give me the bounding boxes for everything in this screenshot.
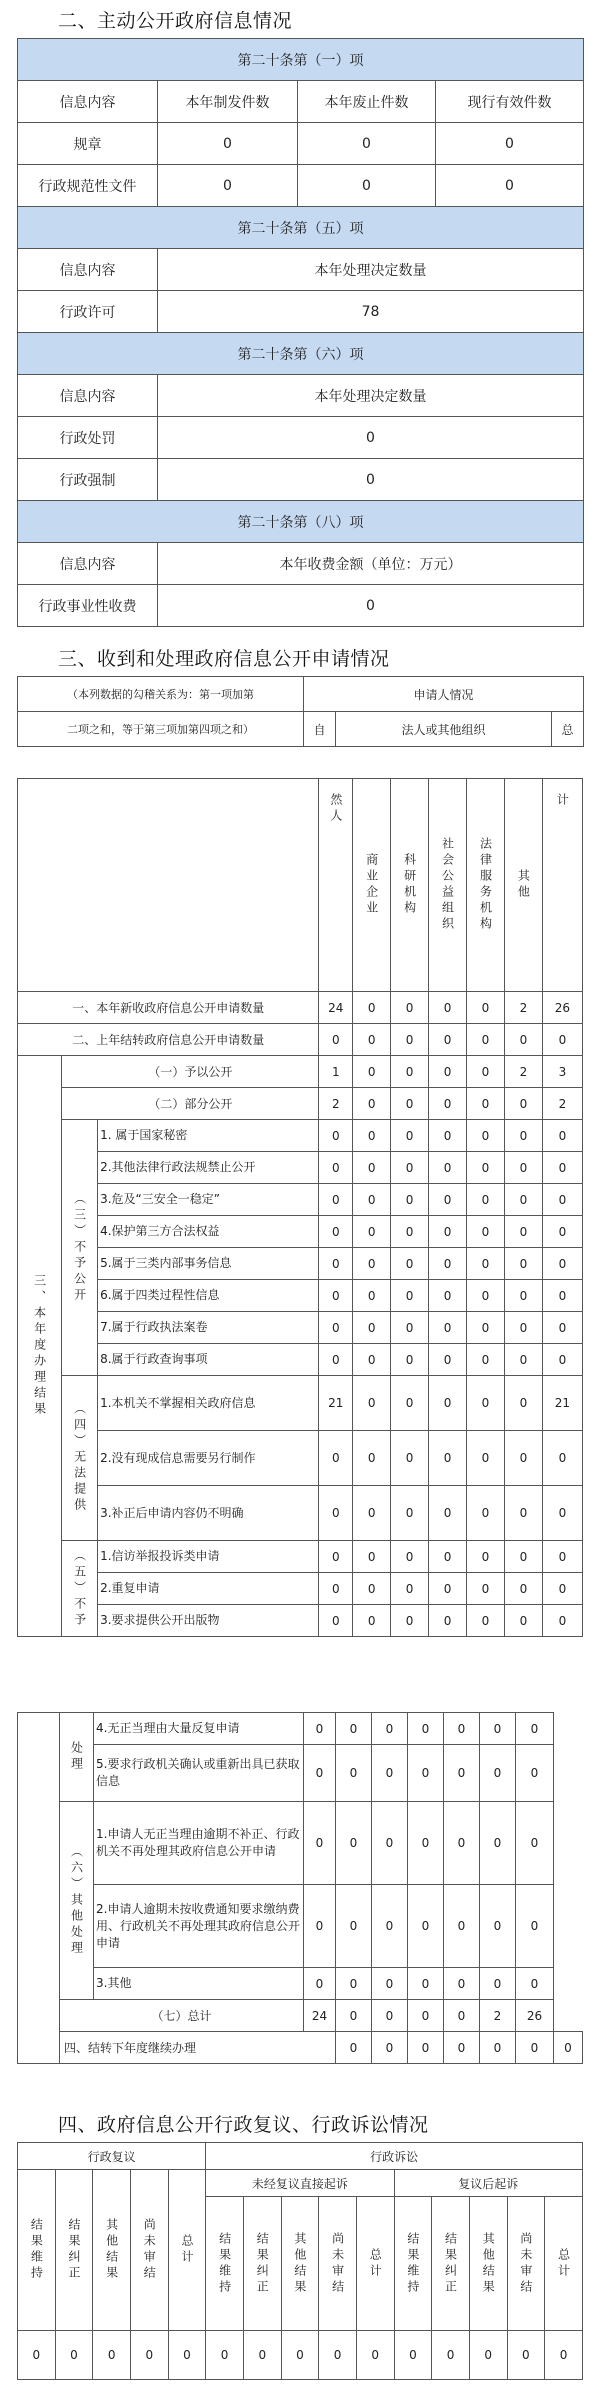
- cell-value: 0: [466, 1376, 504, 1431]
- review-litigation-table: [17, 2142, 583, 2380]
- cell-value: 0: [542, 1280, 582, 1312]
- cell-value: 0: [436, 123, 584, 165]
- cell-value: 0: [391, 1573, 429, 1605]
- col-header: 其他结果: [292, 2231, 307, 2296]
- cell-value: 0: [158, 165, 298, 207]
- cell-value: 0: [542, 1486, 582, 1541]
- row-label: 行政许可: [18, 291, 158, 333]
- cell-value: 0: [429, 1541, 467, 1573]
- cell-value: 0: [353, 1573, 391, 1605]
- cell-value: 0: [504, 1248, 542, 1280]
- cell-value: 0: [429, 1312, 467, 1344]
- cell-value: 0: [319, 1431, 353, 1486]
- cell-value: 0: [432, 2331, 470, 2380]
- cell-value: 0: [542, 1431, 582, 1486]
- cell-value: 0: [353, 1248, 391, 1280]
- row-label: 7.属于行政执法案卷: [98, 1312, 319, 1344]
- group5-label: （五）不予: [72, 1548, 87, 1629]
- cell-value: 0: [466, 1312, 504, 1344]
- cell-value: 0: [319, 1120, 353, 1152]
- col-header: 总计: [368, 2247, 383, 2280]
- cell-value: 2: [319, 1088, 353, 1120]
- cell-value: 0: [353, 1120, 391, 1152]
- cell-value: 0: [408, 1745, 444, 1802]
- row-label: 5.要求行政机关确认或重新出具已获取信息: [94, 1745, 304, 1802]
- cell-value: 0: [391, 1312, 429, 1344]
- col-header: 结果纠正: [66, 2218, 81, 2282]
- cell-value: 0: [319, 1024, 353, 1056]
- row-label: 1.申请人无正当理由逾期不补正、行政机关不再处理其政府信息公开申请: [94, 1802, 304, 1885]
- cell-value: 0: [336, 1713, 372, 1745]
- col-header: 本年制发件数: [158, 81, 298, 123]
- cell-value: 0: [93, 2331, 131, 2380]
- row-label: （二）部分公开: [62, 1088, 319, 1120]
- cell-value: 78: [158, 291, 584, 333]
- cell-value: 0: [353, 1376, 391, 1431]
- cell-value: 0: [304, 1968, 336, 2000]
- cell-value: 0: [372, 1745, 408, 1802]
- cell-value: 0: [504, 1216, 542, 1248]
- cell-value: 0: [319, 1152, 353, 1184]
- cell-value: 0: [480, 1802, 516, 1885]
- article-5-header: 第二十条第（五）项: [18, 207, 584, 249]
- row-label: 1.信访举报投诉类申请: [98, 1541, 319, 1573]
- group5-label-continued: 处理: [69, 1741, 84, 1773]
- col-header: 总计: [179, 2234, 194, 2266]
- cell-value: 0: [444, 1968, 480, 2000]
- cell-value: 0: [429, 1024, 467, 1056]
- reconsideration-header: 行政复议: [18, 2143, 206, 2170]
- cell-value: 0: [372, 1802, 408, 1885]
- cell-value: 0: [429, 1120, 467, 1152]
- cell-value: 0: [429, 1248, 467, 1280]
- cell-value: 0: [353, 1312, 391, 1344]
- cell-value: 0: [391, 1248, 429, 1280]
- cell-value: 0: [504, 1431, 542, 1486]
- cell-value: 0: [504, 1541, 542, 1573]
- cell-value: 0: [444, 1745, 480, 1802]
- cell-value: 0: [542, 1024, 582, 1056]
- cell-value: 0: [516, 2032, 554, 2064]
- cell-value: 0: [542, 1312, 582, 1344]
- cell-value: 0: [516, 1802, 554, 1885]
- row-label: 行政事业性收费: [18, 585, 158, 627]
- col-header: 信息内容: [18, 375, 158, 417]
- litigation-header: 行政诉讼: [206, 2143, 583, 2170]
- cell-value: 0: [408, 2032, 444, 2064]
- cell-value: 26: [542, 992, 582, 1024]
- cell-value: 0: [304, 1713, 336, 1745]
- application-header-table: [17, 676, 584, 747]
- cell-value: 24: [319, 992, 353, 1024]
- cell-value: 0: [391, 1088, 429, 1120]
- cell-value: 0: [469, 2331, 507, 2380]
- cell-value: 0: [504, 1486, 542, 1541]
- post-review-suit-header: 复议后起诉: [394, 2170, 582, 2197]
- cell-value: 0: [336, 1745, 372, 1802]
- row-label: 6.属于四类过程性信息: [98, 1280, 319, 1312]
- cell-value: 0: [408, 1885, 444, 1968]
- cell-value: 0: [436, 165, 584, 207]
- cell-value: 0: [542, 1248, 582, 1280]
- cell-value: 0: [542, 1605, 582, 1637]
- cell-value: 0: [394, 2331, 432, 2380]
- cell-value: 0: [353, 1216, 391, 1248]
- col-header: 现行有效件数: [436, 81, 584, 123]
- row-label: 3.要求提供公开出版物: [98, 1605, 319, 1637]
- cell-value: 2: [504, 992, 542, 1024]
- row-label: 规章: [18, 123, 158, 165]
- row-label: 2.没有现成信息需要另行制作: [98, 1431, 319, 1486]
- cell-value: 0: [480, 1745, 516, 1802]
- row-label: 8.属于行政查询事项: [98, 1344, 319, 1376]
- cell-value: 0: [391, 1376, 429, 1431]
- cell-value: 0: [516, 1713, 554, 1745]
- cell-value: 3: [542, 1056, 582, 1088]
- col-legal-service: 法律服务机构: [478, 837, 493, 933]
- cell-value: 0: [391, 1216, 429, 1248]
- cell-value: 0: [158, 417, 584, 459]
- cell-value: 0: [466, 1280, 504, 1312]
- cell-value: 0: [466, 1344, 504, 1376]
- cell-value: 2: [480, 2000, 516, 2032]
- cell-value: 0: [429, 1605, 467, 1637]
- cell-value: 0: [372, 1713, 408, 1745]
- active-disclosure-table: [17, 38, 584, 627]
- cell-value: 0: [319, 1216, 353, 1248]
- cell-value: 0: [504, 1152, 542, 1184]
- cell-value: 21: [542, 1376, 582, 1431]
- cell-value: 0: [158, 123, 298, 165]
- cell-value: 0: [542, 1344, 582, 1376]
- col-header: 本年收费金额（单位：万元）: [158, 543, 584, 585]
- section4-title: 四、政府信息公开行政复议、行政诉讼情况: [58, 2114, 429, 2136]
- cell-value: 0: [353, 1184, 391, 1216]
- cell-value: 0: [480, 1968, 516, 2000]
- cell-value: 0: [408, 1802, 444, 1885]
- cell-value: 0: [480, 1713, 516, 1745]
- note-line-2: 二项之和，等于第三项加第四项之和）: [18, 712, 304, 747]
- cell-value: 0: [429, 1431, 467, 1486]
- cell-value: 0: [466, 1541, 504, 1573]
- cell-value: 0: [353, 1486, 391, 1541]
- cell-value: 0: [504, 1344, 542, 1376]
- cell-value: 0: [429, 1376, 467, 1431]
- cell-value: 0: [466, 1216, 504, 1248]
- applicant-header: 申请人情况: [304, 677, 584, 712]
- cell-value: 21: [319, 1376, 353, 1431]
- row-label: 4.保护第三方合法权益: [98, 1216, 319, 1248]
- col-research: 科研机构: [402, 853, 417, 917]
- cell-value: 0: [319, 1541, 353, 1573]
- cell-value: 24: [304, 2000, 336, 2032]
- row-label: 行政强制: [18, 459, 158, 501]
- row-label: 1.本机关不掌握相关政府信息: [98, 1376, 319, 1431]
- direct-suit-header: 未经复议直接起诉: [206, 2170, 394, 2197]
- note-line-1: （本列数据的勾稽关系为：第一项加第: [18, 677, 304, 712]
- cell-value: 0: [353, 1431, 391, 1486]
- cell-value: 0: [391, 1024, 429, 1056]
- cell-value: 0: [319, 1280, 353, 1312]
- legal-person-header: 法人或其他组织: [336, 712, 552, 747]
- col-header: 本年处理决定数量: [158, 375, 584, 417]
- cell-value: 0: [466, 1024, 504, 1056]
- article-6-header: 第二十条第（六）项: [18, 333, 584, 375]
- cell-value: 0: [429, 1280, 467, 1312]
- row-label: 3.其他: [94, 1968, 304, 2000]
- cell-value: 0: [429, 1056, 467, 1088]
- col-header: 本年废止件数: [298, 81, 436, 123]
- cell-value: 0: [504, 1024, 542, 1056]
- row-label: 行政规范性文件: [18, 165, 158, 207]
- cell-value: 0: [319, 1248, 353, 1280]
- cell-value: 0: [504, 1120, 542, 1152]
- cell-value: 0: [504, 1376, 542, 1431]
- cell-value: 0: [336, 2000, 372, 2032]
- row-label: 5.属于三类内部事务信息: [98, 1248, 319, 1280]
- cell-value: 0: [466, 992, 504, 1024]
- cell-value: 0: [353, 992, 391, 1024]
- cell-value: 0: [542, 1120, 582, 1152]
- cell-value: 0: [554, 2032, 583, 2064]
- cell-value: 0: [542, 1216, 582, 1248]
- cell-value: 0: [298, 123, 436, 165]
- col-header: 结果维持: [217, 2231, 232, 2296]
- cell-value: 0: [372, 2000, 408, 2032]
- cell-value: 0: [158, 459, 584, 501]
- col-header: 其他结果: [104, 2218, 119, 2282]
- row-label: 4.无正当理由大量反复申请: [94, 1713, 304, 1745]
- result-group-label: 三、本年度办理结果: [32, 1274, 47, 1418]
- cell-value: 0: [353, 1541, 391, 1573]
- group3-label: （三）不予公开: [72, 1191, 87, 1304]
- cell-value: 0: [391, 1184, 429, 1216]
- cell-value: 0: [466, 1573, 504, 1605]
- cell-value: 0: [353, 1088, 391, 1120]
- article-1-header: 第二十条第（一）项: [18, 39, 584, 81]
- cell-value: 0: [391, 992, 429, 1024]
- row-label: 2.重复申请: [98, 1573, 319, 1605]
- cell-value: 0: [391, 1605, 429, 1637]
- cell-value: 0: [504, 1312, 542, 1344]
- cell-value: 0: [304, 1802, 336, 1885]
- col-header: 尚未审结: [518, 2231, 533, 2296]
- row-label: 2.申请人逾期未按收费通知要求缴纳费用、行政机关不再处理其政府信息公开申请: [94, 1885, 304, 1968]
- cell-value: 0: [466, 1248, 504, 1280]
- cell-value: 0: [336, 1885, 372, 1968]
- cell-value: 0: [391, 1152, 429, 1184]
- cell-value: 0: [391, 1431, 429, 1486]
- row-label: 3.补正后申请内容仍不明确: [98, 1486, 319, 1541]
- cell-value: 0: [429, 1152, 467, 1184]
- section2-title: 二、主动公开政府信息情况: [58, 10, 293, 32]
- col-header: 信息内容: [18, 81, 158, 123]
- article-8-header: 第二十条第（八）项: [18, 501, 584, 543]
- cell-value: 0: [429, 1344, 467, 1376]
- cell-value: 0: [55, 2331, 93, 2380]
- cell-value: 0: [444, 2032, 480, 2064]
- cell-value: 0: [516, 1745, 554, 1802]
- cell-value: 0: [391, 1280, 429, 1312]
- cell-value: 0: [353, 1280, 391, 1312]
- cell-value: 0: [466, 1120, 504, 1152]
- cell-value: 0: [336, 2032, 372, 2064]
- cell-value: 0: [466, 1088, 504, 1120]
- cell-value: 0: [429, 1184, 467, 1216]
- col-header: 信息内容: [18, 543, 158, 585]
- cell-value: 0: [319, 1312, 353, 1344]
- cell-value: 0: [466, 1605, 504, 1637]
- cell-value: 0: [429, 1216, 467, 1248]
- cell-value: 0: [504, 1605, 542, 1637]
- cell-value: 0: [429, 1573, 467, 1605]
- cell-value: 0: [353, 1152, 391, 1184]
- cell-value: 0: [319, 2331, 357, 2380]
- natural-person-header: 自: [304, 712, 336, 747]
- cell-value: 0: [504, 1573, 542, 1605]
- cell-value: 0: [444, 1802, 480, 1885]
- cell-value: 0: [304, 1745, 336, 1802]
- natural-person-header: 然人: [328, 793, 343, 825]
- cell-value: 0: [336, 1802, 372, 1885]
- cell-value: 0: [18, 2331, 56, 2380]
- cell-value: 0: [356, 2331, 394, 2380]
- cell-value: 0: [353, 1605, 391, 1637]
- cell-value: 0: [319, 1486, 353, 1541]
- cell-value: 0: [542, 1184, 582, 1216]
- cell-value: 0: [391, 1056, 429, 1088]
- cell-value: 0: [391, 1486, 429, 1541]
- cell-value: 0: [466, 1152, 504, 1184]
- row-label: 3.危及“三安全一稳定”: [98, 1184, 319, 1216]
- col-header: 总计: [556, 2247, 571, 2280]
- cell-value: 0: [542, 1152, 582, 1184]
- cell-value: 0: [353, 1024, 391, 1056]
- col-header: 尚未审结: [142, 2218, 157, 2282]
- cell-value: 0: [281, 2331, 319, 2380]
- cell-value: 0: [504, 1088, 542, 1120]
- cell-value: 0: [298, 165, 436, 207]
- row-label: （七）总计: [60, 2000, 304, 2032]
- cell-value: 0: [480, 2032, 516, 2064]
- total-header: 计: [555, 793, 570, 809]
- cell-value: 0: [353, 1056, 391, 1088]
- row-label: （一）予以公开: [62, 1056, 319, 1088]
- cell-value: 0: [444, 1713, 480, 1745]
- row-label: 一、本年新收政府信息公开申请数量: [18, 992, 319, 1024]
- cell-value: 0: [466, 1184, 504, 1216]
- cell-value: 0: [353, 1344, 391, 1376]
- cell-value: 0: [542, 1573, 582, 1605]
- cell-value: 0: [545, 2331, 583, 2380]
- cell-value: 0: [504, 1184, 542, 1216]
- col-business: 商业企业: [364, 853, 379, 917]
- col-header: 本年处理决定数量: [158, 249, 584, 291]
- cell-value: 0: [336, 1968, 372, 2000]
- cell-value: 0: [542, 1541, 582, 1573]
- cell-value: 2: [542, 1088, 582, 1120]
- col-header: 结果纠正: [443, 2231, 458, 2296]
- row-label: 四、结转下年度继续办理: [60, 2032, 336, 2064]
- section3-title: 三、收到和处理政府信息公开申请情况: [58, 648, 390, 670]
- group6-label: （六）其他处理: [69, 1844, 84, 1957]
- cell-value: 0: [243, 2331, 281, 2380]
- cell-value: 0: [319, 1605, 353, 1637]
- cell-value: 1: [319, 1056, 353, 1088]
- cell-value: 0: [304, 1885, 336, 1968]
- cell-value: 0: [466, 1056, 504, 1088]
- cell-value: 0: [444, 2000, 480, 2032]
- col-header: 结果维持: [29, 2218, 44, 2282]
- col-other: 其他: [516, 869, 531, 901]
- row-label: 2.其他法律行政法规禁止公开: [98, 1152, 319, 1184]
- cell-value: 0: [507, 2331, 545, 2380]
- cell-value: 0: [319, 1184, 353, 1216]
- cell-value: 0: [372, 1885, 408, 1968]
- cell-value: 0: [391, 1120, 429, 1152]
- col-header: 结果纠正: [255, 2231, 270, 2296]
- cell-value: 0: [504, 1280, 542, 1312]
- cell-value: 0: [516, 1968, 554, 2000]
- cell-value: 0: [466, 1486, 504, 1541]
- cell-value: 0: [372, 2032, 408, 2064]
- cell-value: 0: [319, 1573, 353, 1605]
- cell-value: 0: [466, 1431, 504, 1486]
- cell-value: 0: [391, 1344, 429, 1376]
- cell-value: 0: [158, 585, 584, 627]
- cell-value: 0: [372, 1968, 408, 2000]
- cell-value: 0: [516, 1885, 554, 1968]
- application-table: [17, 778, 583, 1637]
- col-header: 尚未审结: [330, 2231, 345, 2296]
- cell-value: 0: [480, 1885, 516, 1968]
- cell-value: 0: [168, 2331, 206, 2380]
- cell-value: 0: [319, 1344, 353, 1376]
- col-header: 其他结果: [481, 2231, 496, 2296]
- cell-value: 0: [429, 1486, 467, 1541]
- application-table-continued: [17, 1712, 583, 2064]
- cell-value: 0: [408, 2000, 444, 2032]
- cell-value: 0: [391, 1541, 429, 1573]
- total-header: 总: [552, 712, 584, 747]
- col-public-welfare: 社会公益组织: [440, 837, 455, 933]
- cell-value: 2: [504, 1056, 542, 1088]
- row-label: 二、上年结转政府信息公开申请数量: [18, 1024, 319, 1056]
- cell-value: 0: [130, 2331, 168, 2380]
- cell-value: 0: [429, 1088, 467, 1120]
- cell-value: 0: [206, 2331, 244, 2380]
- cell-value: 0: [429, 992, 467, 1024]
- col-header: 结果维持: [405, 2231, 420, 2296]
- row-label: 1. 属于国家秘密: [98, 1120, 319, 1152]
- col-header: 信息内容: [18, 249, 158, 291]
- row-label: 行政处罚: [18, 417, 158, 459]
- cell-value: 0: [444, 1885, 480, 1968]
- cell-value: 26: [516, 2000, 554, 2032]
- cell-value: 0: [408, 1713, 444, 1745]
- group4-label: （四）无法提供: [72, 1402, 87, 1514]
- cell-value: 0: [408, 1968, 444, 2000]
